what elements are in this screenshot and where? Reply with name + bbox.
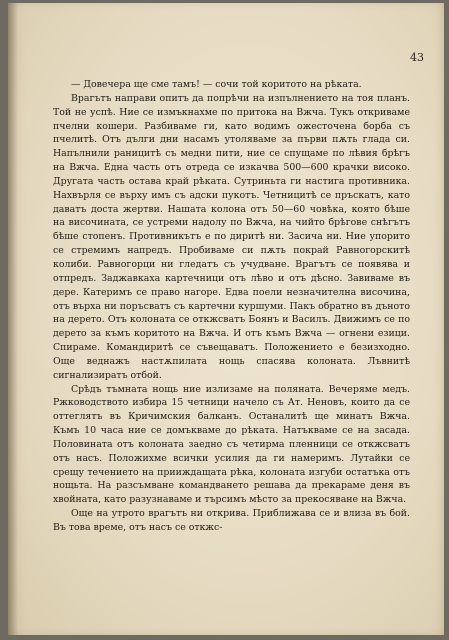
body-text: [53, 78, 410, 535]
paragraph: Врагътъ направи опитъ да попрѣчи на изпълнението на тоя планъ. Той не успѣ. Ние се измъкнахме по притока на Вжча. Тукъ откриваме пчелни кошери. Разбиваме ги, като водимъ ожесточена борба съ пчелитѣ. Отъ дълги дни насамъ утоляваме за първи пѫть глада си. Напълнили раницитѣ съ медни пити, ние се спущаме по лѣвия брѣгъ на Вжча. Една часть отъ отреда се изкачва 500—600 крачки високо. Другата часть остава край рѣката. Сутриньта ги настига противника. Нахвърля се върху имъ съ адски пукотъ. Четницитѣ се пръскатъ, като даватъ доста жертви. Нашата колона отъ 50—60 човѣка, която бѣше на височината, се устреми надолу по Вжча, на чийто брѣгове снѣгътъ бѣше стопенъ. Противникътъ е по диритѣ ни. Засича ни. Ние упорито се стремимъ напредъ. Пробиваме си пѫть покрай Равногорскитѣ колиби. Равногорци ни гледатъ съ учудване. Врагътъ се появява и отпредъ. Заджавкаха картечници отъ лѣво и отъ дѣсно. Завиваме въ дере. Катеримъ се право нагоре. Едва поели незначителна височина, отъ върха ни поръсватъ съ картечни куршуми. Пакъ обратно въ дъното на дерето. Отъ колоната се откжсватъ Боянъ и Василъ. Движимъ се по дерето за къмъ коритото на Вжча. И отъ къмъ Вжча — огнени езици. Спираме. Командиритѣ се съвещаватъ. Положението е безизходно. Още веднажъ настѫпилата нощь спасява колоната. Лъвнитѣ сигнализиратъ отбой.: [53, 92, 410, 381]
page-number: 43: [410, 51, 424, 64]
spine-shadow: [8, 3, 18, 635]
book-page: [8, 3, 444, 635]
paragraph: Още на утрото врагътъ ни открива. Приближава се и влиза въ бой. Въ това време, отъ насъ се откжс-: [53, 508, 410, 533]
paragraph: Срѣдъ тъмната нощь ние излизаме на поляната. Вечеряме медъ. Ржководството избира 15 четници начело съ Ат. Неновъ, които да се оттеглятъ въ Кричимския балканъ. Останалитѣ ще минатъ Вжча. Къмъ 10 часа ние се домъкваме до рѣката. Натъкваме се на засада. Половината отъ колоната заедно съ четирма пленници се откжсватъ отъ насъ. Положихме всички усилия да ги намеримъ. Лутайки се срещу течението на прииждащата рѣка, колоната изгуби остатъка отъ нощьта. На разсъмване командването решава да прекараме деня въ хвойната, като разузнаваме и търсимъ мѣсто за прекосяване на Вжча.: [53, 383, 410, 506]
paragraph: — Довечера ще сме тамъ! — сочи той коритото на рѣката.: [71, 79, 362, 90]
